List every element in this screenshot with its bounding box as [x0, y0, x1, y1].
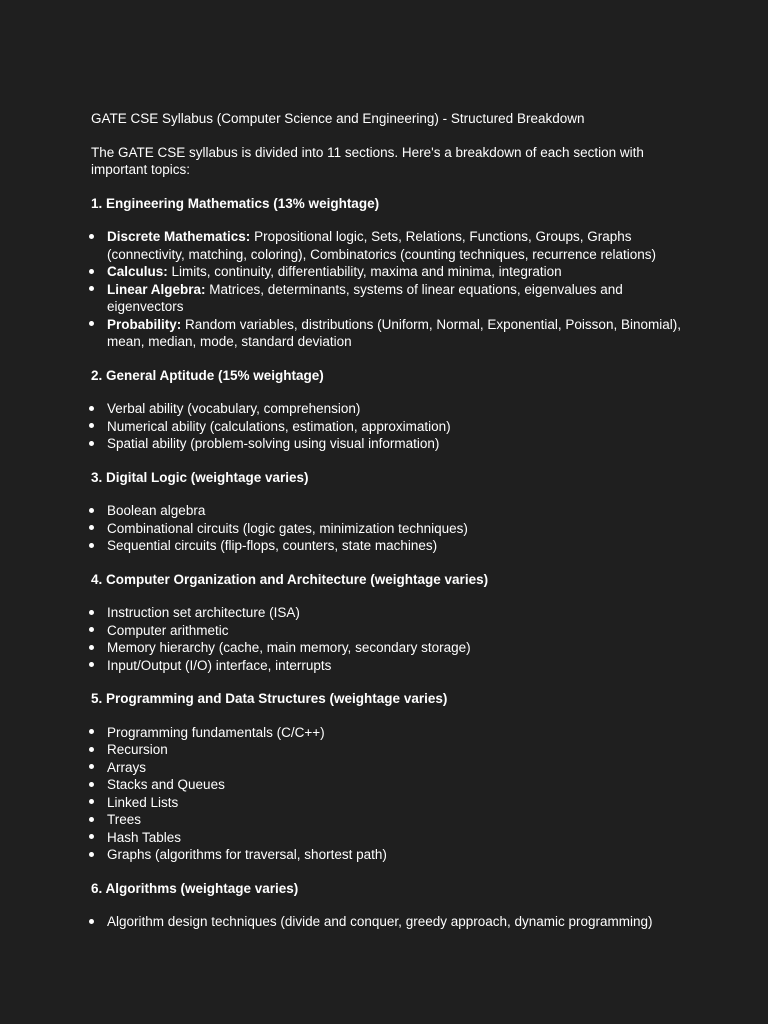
- topic-text: Sequential circuits (flip-flops, counters, state machines): [107, 538, 438, 553]
- bullet-icon: [85, 776, 97, 794]
- section-topic-list: [91, 724, 696, 864]
- topic-text: Hash Tables: [107, 829, 182, 845]
- bullet-icon: [85, 794, 97, 812]
- section-heading: 6. Algorithms (weightage varies): [91, 880, 299, 896]
- bullet-icon: [85, 604, 97, 622]
- document-title: GATE CSE Syllabus (Computer Science and Engineering) - Structured Breakdown: [91, 111, 585, 126]
- topic-text: Spatial ability (problem-solving using visual information): [107, 436, 440, 451]
- list-item: [91, 913, 696, 931]
- bullet-icon: [85, 913, 97, 931]
- list-item: [91, 537, 696, 555]
- section-topic-list: [91, 604, 696, 674]
- bullet-icon: [85, 537, 97, 555]
- list-item: [91, 316, 696, 351]
- bullet-icon: [85, 263, 97, 281]
- topic-text: Boolean algebra: [107, 503, 206, 518]
- document-intro: The GATE CSE syllabus is divided into 11 sections. Here's a breakdown of each section with important topics:: [91, 144, 644, 177]
- list-item: [91, 741, 696, 759]
- bullet-icon: [85, 724, 97, 742]
- bullet-icon: [85, 829, 97, 847]
- bullet-icon: [85, 316, 97, 334]
- section-heading: 2. General Aptitude (15% weightage): [91, 367, 324, 383]
- topic-label: Discrete Mathematics:: [107, 229, 251, 244]
- bullet-icon: [85, 228, 97, 246]
- section-heading: 4. Computer Organization and Architecture (weightage varies): [91, 571, 489, 587]
- list-item: [91, 794, 696, 812]
- topic-text: Linked Lists: [107, 794, 179, 810]
- topic-text: Algorithm design techniques (divide and conquer, greedy approach, dynamic programming): [107, 914, 653, 929]
- list-item: [91, 759, 696, 777]
- list-item: [91, 400, 696, 418]
- list-item: [91, 228, 696, 263]
- bullet-icon: [85, 400, 97, 418]
- bullet-icon: [85, 759, 97, 777]
- topic-text: Memory hierarchy (cache, main memory, secondary storage): [107, 640, 471, 655]
- bullet-icon: [85, 418, 97, 436]
- list-item: [91, 435, 696, 453]
- list-item: [91, 520, 696, 538]
- bullet-icon: [85, 435, 97, 453]
- topic-text: Trees: [107, 812, 142, 827]
- bullet-icon: [85, 811, 97, 829]
- bullet-icon: [85, 846, 97, 864]
- list-item: [91, 502, 696, 520]
- list-item: [91, 281, 696, 316]
- topic-text: Random variables, distributions (Uniform, Normal, Exponential, Poisson, Binomial), mean, median, mode, standard deviation: [107, 316, 681, 349]
- list-item: [91, 604, 696, 622]
- section-heading: 3. Digital Logic (weightage varies): [91, 469, 309, 485]
- topic-text: Instruction set architecture (ISA): [107, 605, 300, 620]
- list-item: [91, 263, 696, 281]
- list-item: [91, 811, 696, 829]
- topic-label: Linear Algebra:: [107, 281, 206, 297]
- topic-text: Computer arithmetic: [107, 622, 229, 638]
- topic-label: Probability:: [107, 316, 182, 332]
- list-item: [91, 639, 696, 657]
- bullet-icon: [85, 657, 97, 675]
- topic-text: Matrices, determinants, systems of linear equations, eigenvalues and eigenvectors: [107, 281, 623, 314]
- list-item: [91, 724, 696, 742]
- topic-text: Numerical ability (calculations, estimation, approximation): [107, 418, 451, 434]
- topic-text: Graphs (algorithms for traversal, shortest path): [107, 847, 387, 862]
- topic-text: Limits, continuity, differentiability, maxima and minima, integration: [167, 264, 562, 279]
- list-item: [91, 418, 696, 436]
- bullet-icon: [85, 741, 97, 759]
- section-topic-list: [91, 913, 696, 931]
- list-item: [91, 776, 696, 794]
- section-heading: 5. Programming and Data Structures (weightage varies): [91, 691, 448, 706]
- section-topic-list: [91, 400, 696, 453]
- list-item: [91, 846, 696, 864]
- bullet-icon: [85, 520, 97, 538]
- topic-text: Combinational circuits (logic gates, minimization techniques): [107, 520, 468, 536]
- bullet-icon: [85, 639, 97, 657]
- topic-text: Stacks and Queues: [107, 777, 225, 792]
- syllabus-sections: [91, 195, 696, 931]
- topic-text: Verbal ability (vocabulary, comprehension): [107, 401, 361, 416]
- topic-text: Input/Output (I/O) interface, interrupts: [107, 657, 332, 673]
- section-topic-list: [91, 228, 696, 351]
- topic-label: Calculus:: [107, 264, 168, 279]
- section-heading: 1. Engineering Mathematics (13% weightage): [91, 195, 380, 211]
- bullet-icon: [85, 281, 97, 299]
- list-item: [91, 657, 696, 675]
- list-item: [91, 622, 696, 640]
- bullet-icon: [85, 622, 97, 640]
- bullet-icon: [85, 502, 97, 520]
- topic-text: Arrays: [107, 759, 147, 775]
- topic-text: Propositional logic, Sets, Relations, Functions, Groups, Graphs (connectivity, matching, coloring), Combinatorics (counting techniques, recurrence relations): [107, 229, 656, 262]
- topic-text: Recursion: [107, 742, 168, 757]
- list-item: [91, 829, 696, 847]
- topic-text: Programming fundamentals (C/C++): [107, 724, 325, 740]
- section-topic-list: [91, 502, 696, 555]
